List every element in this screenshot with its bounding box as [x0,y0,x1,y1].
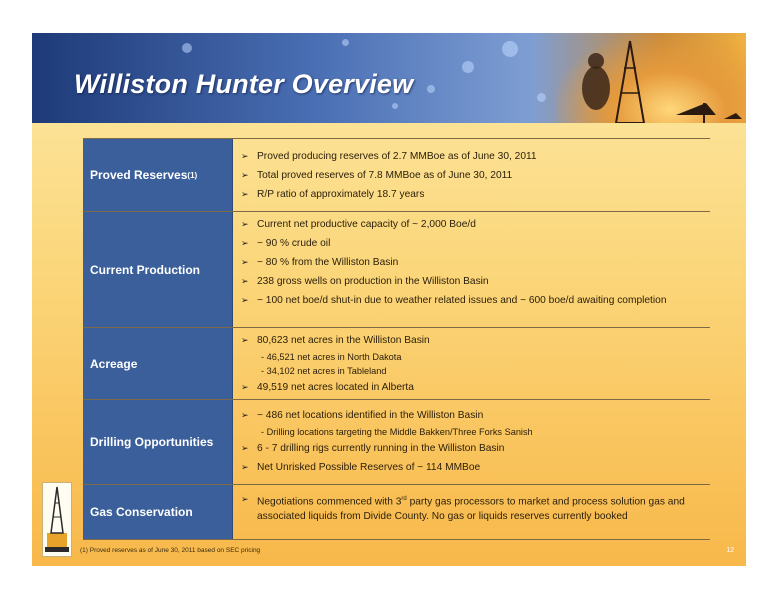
bullet-arrow-icon: ➢ [241,219,249,229]
sunset-image [556,33,746,123]
list-item: ➢ R/P ratio of approximately 18.7 years [241,185,704,204]
list-item: ➢ 80,623 net acres in the Williston Basin [241,331,704,350]
bullet-arrow-icon: ➢ [241,170,249,180]
category-details [233,139,710,211]
overview-table [83,138,710,540]
list-item [241,490,704,526]
list-item: ➢ Net Unrisked Possible Reserves of ~ 114 MMBoe [241,458,704,477]
category-details [233,328,710,399]
company-logo [42,482,72,557]
title-banner [32,33,746,123]
table-row [83,399,710,484]
category-label: Acreage [83,328,233,399]
category-details [233,485,710,539]
sub-item: - Drilling locations targeting the Middle Bakken/Three Forks Sanish [261,427,533,437]
category-label: Drilling Opportunities [83,400,233,484]
bullet-arrow-icon: ➢ [241,494,249,504]
category-details [233,400,710,484]
list-item: ➢ 238 gross wells on production in the Williston Basin [241,272,704,291]
table-row [83,484,710,540]
bullet-arrow-icon: ➢ [241,410,249,420]
sub-item: - 46,521 net acres in North Dakota [261,352,402,362]
bullet-arrow-icon: ➢ [241,151,249,161]
gas-conservation-text: Negotiations commenced with 3rd party gas processors to market and process solution gas and associated liquids from Divide County. No gas or liquids reserves currently booked [257,496,685,523]
list-item: ➢ Total proved reserves of 7.8 MMBoe as of June 30, 2011 [241,166,704,185]
bullet-arrow-icon: ➢ [241,238,249,248]
table-row [83,211,710,327]
sub-item: - 34,102 net acres in Tableland [261,366,387,376]
bullet-arrow-icon: ➢ [241,276,249,286]
list-item: ➢ ~ 100 net boe/d shut-in due to weather related issues and ~ 600 boe/d awaiting completion [241,295,667,306]
list-item: ➢ ~ 80 % from the Williston Basin [241,253,704,272]
bullet-arrow-icon: ➢ [241,462,249,472]
bullet-arrow-icon: ➢ [241,257,249,267]
category-details [233,212,710,327]
bullet-arrow-icon: ➢ [241,443,249,453]
list-item: ➢ ~ 90 % crude oil [241,234,704,253]
category-label: Proved Reserves (1) [83,139,233,211]
category-label: Gas Conservation [83,485,233,539]
table-row [83,138,710,211]
list-item: ➢ ~ 486 net locations identified in the Williston Basin [241,406,704,425]
bullet-arrow-icon: ➢ [241,295,249,305]
slide-title: Williston Hunter Overview [74,69,414,99]
list-item: ➢ 6 - 7 drilling rigs currently running in the Williston Basin [241,439,704,458]
category-label: Current Production [83,212,233,327]
list-item: ➢ Current net productive capacity of ~ 2,000 Boe/d [241,215,704,234]
footnote: (1) Proved reserves as of June 30, 2011 based on SEC pricing [80,547,261,554]
bullet-arrow-icon: ➢ [241,335,249,345]
list-item: ➢ Proved producing reserves of 2.7 MMBoe as of June 30, 2011 [241,147,704,166]
bullet-arrow-icon: ➢ [241,189,249,199]
bullet-arrow-icon: ➢ [241,382,249,392]
list-item: ➢ 49,519 net acres located in Alberta [241,378,704,397]
slide [32,33,746,566]
table-row [83,327,710,399]
page-number: 12 [726,547,734,554]
